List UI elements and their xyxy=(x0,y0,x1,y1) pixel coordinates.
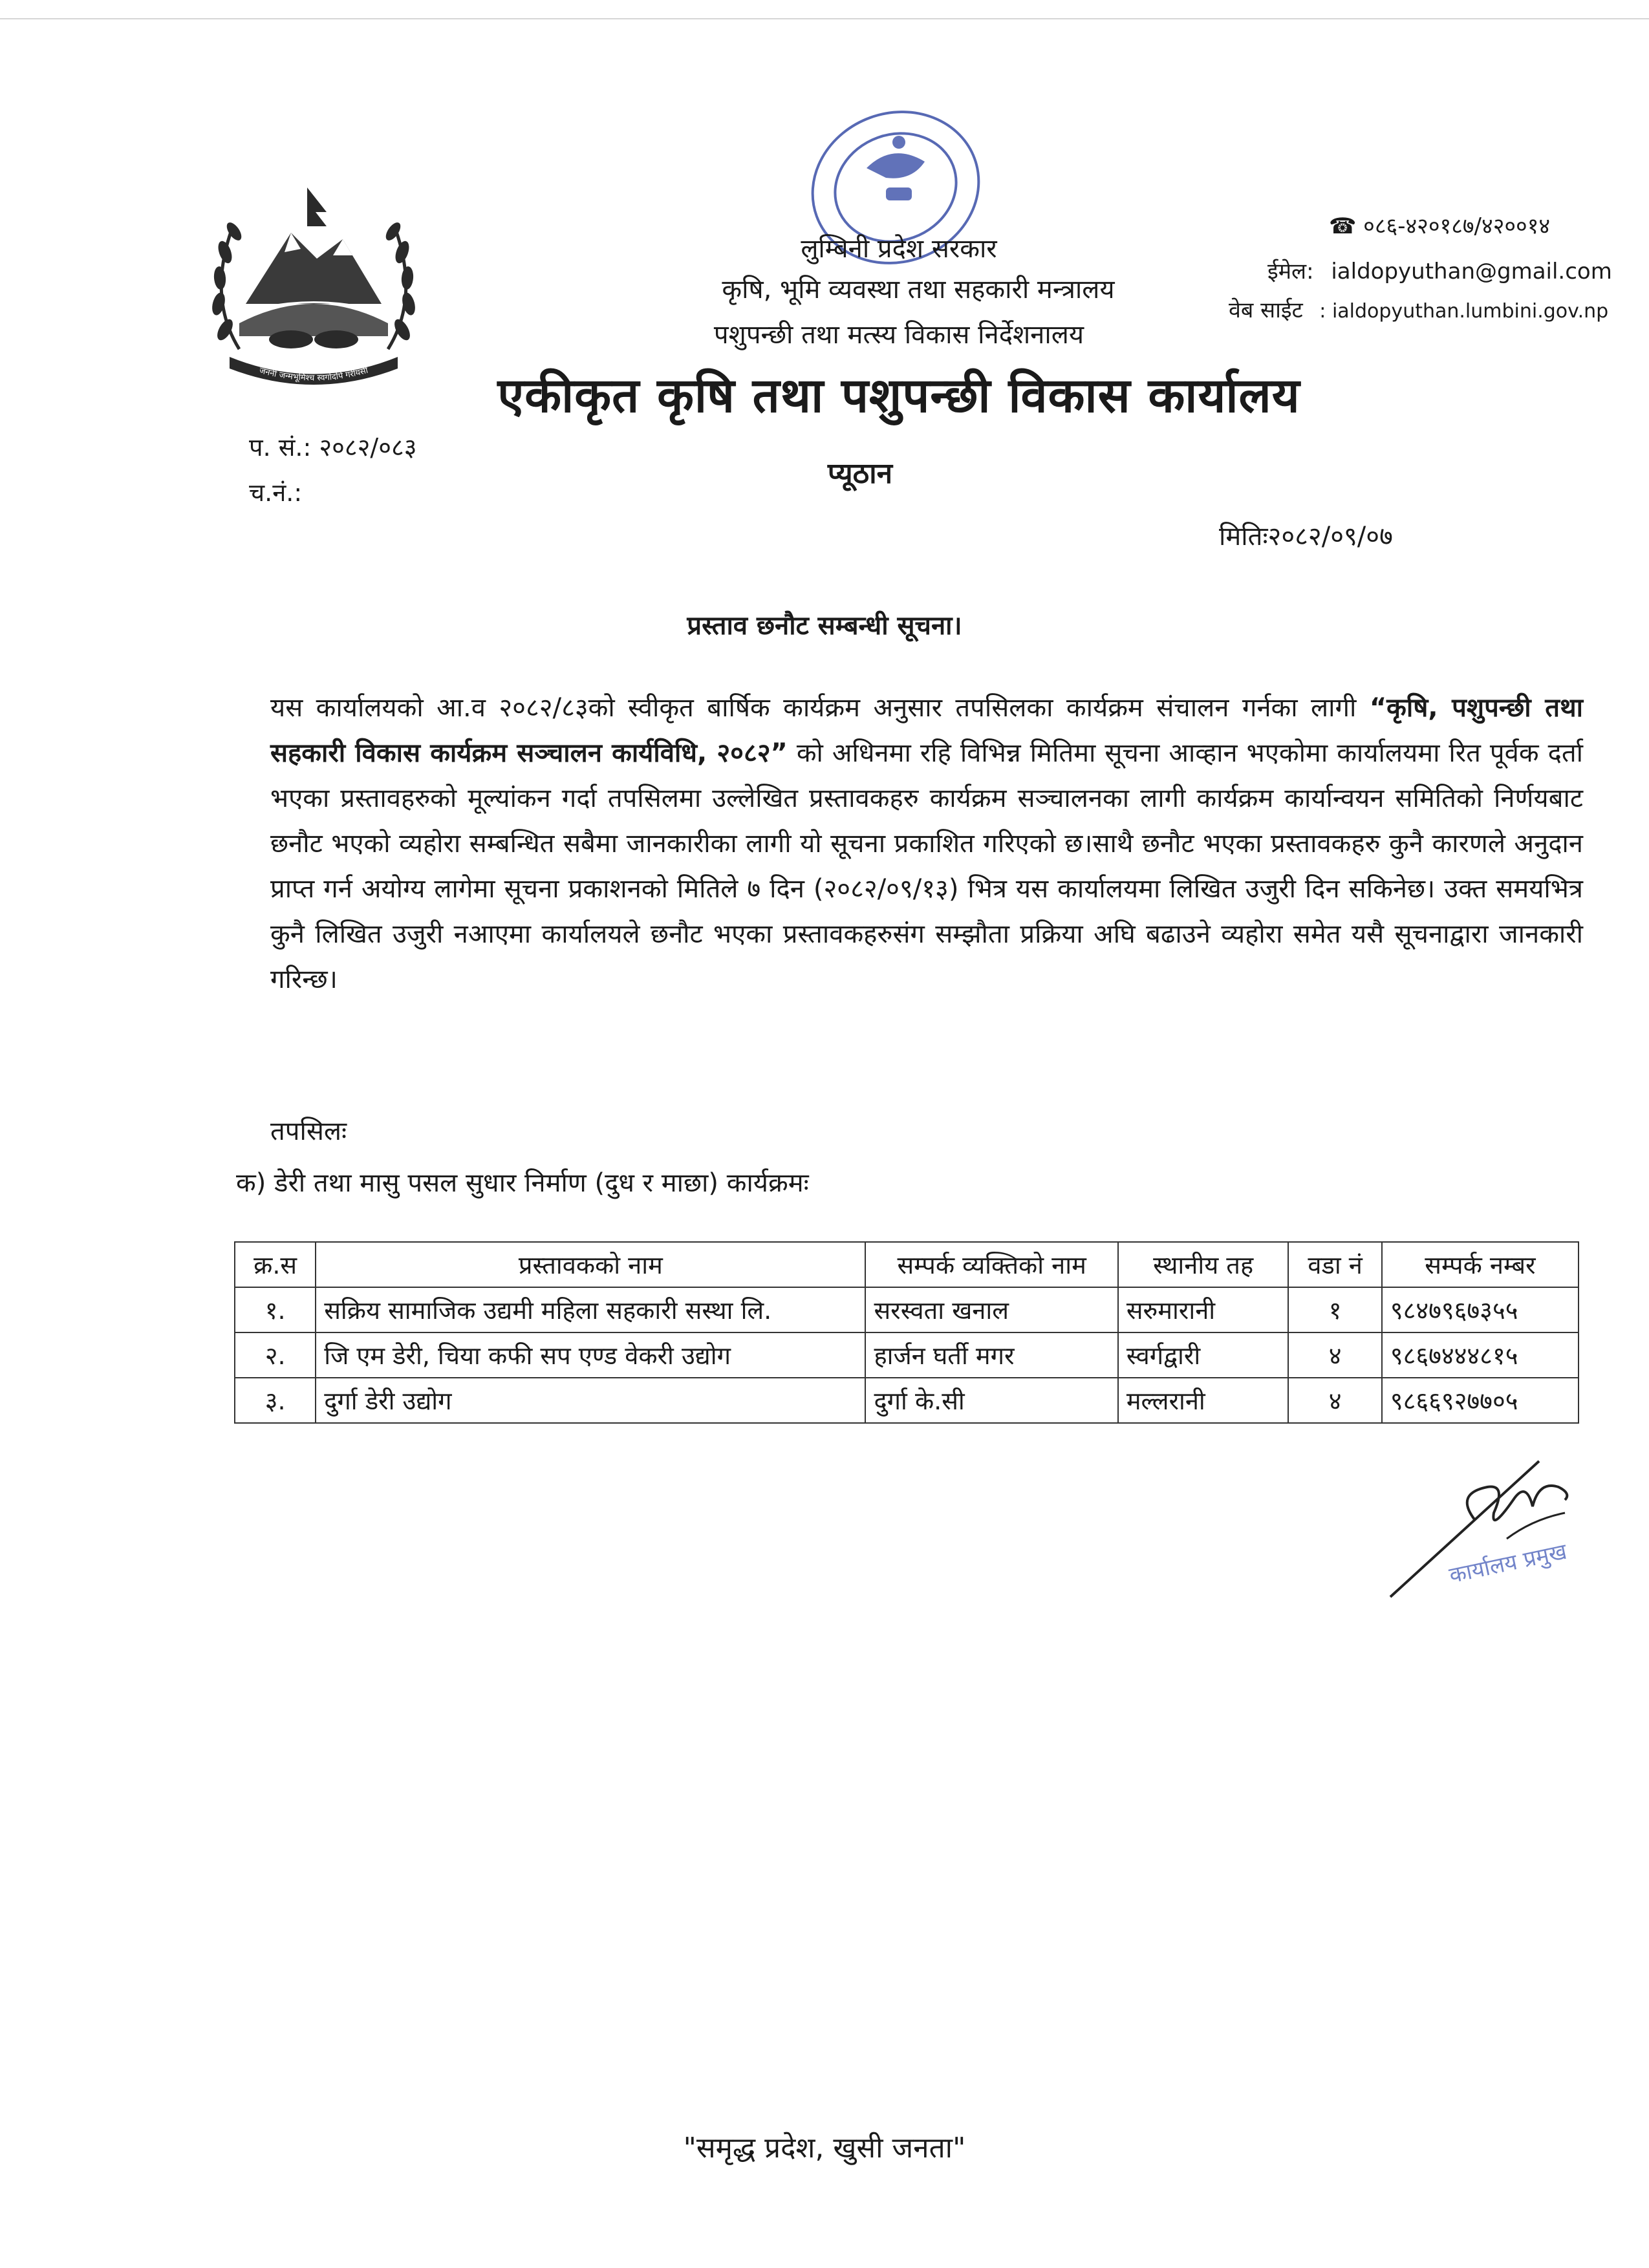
header-contact-person: सम्पर्क व्यक्तिको नाम xyxy=(865,1242,1117,1287)
table-row xyxy=(235,1287,1579,1332)
contact-phone xyxy=(1329,210,1550,240)
cell-contact-person: हार्जन घर्ती मगर xyxy=(865,1332,1117,1378)
office-chief-stamp: कार्यालय प्रमुख xyxy=(1447,1538,1569,1589)
notice-date: मितिः२०८२/०९/०७ xyxy=(1219,522,1393,551)
body-part1: यस कार्यालयको आ.व २०८२/८३को स्वीकृत बार्षिक कार्यक्रम अनुसार तपसिलका कार्यक्रम संचालन गर्नका लागी xyxy=(270,693,1370,723)
cell-contact-number: ९८६७४४४८१५ xyxy=(1382,1332,1579,1378)
cell-local-level: मल्लरानी xyxy=(1118,1378,1289,1423)
notice-body xyxy=(270,685,1583,1002)
header-local-level: स्थानीय तह xyxy=(1118,1242,1289,1287)
cell-ward: १ xyxy=(1288,1287,1381,1332)
reference-chn: च.नं.: xyxy=(249,478,303,507)
phone-number: ०८६-४२०१८७/४२००१४ xyxy=(1363,213,1551,239)
cell-local-level: स्वर्गद्वारी xyxy=(1118,1332,1289,1378)
cell-contact-person: दुर्गा के.सी xyxy=(865,1378,1117,1423)
contact-website xyxy=(1229,294,1608,324)
reference-ps: प. सं.: २०८२/०८३ xyxy=(249,433,417,462)
nepal-emblem-icon xyxy=(194,175,433,394)
cell-local-level: सरुमारानी xyxy=(1118,1287,1289,1332)
cell-contact-number: ९८४७९६७३५५ xyxy=(1382,1287,1579,1332)
section-title: क) डेरी तथा मासु पसल सुधार निर्माण (दुध र माछा) कार्यक्रमः xyxy=(236,1168,809,1198)
cell-proposer: सक्रिय सामाजिक उद्यमी महिला सहकारी सस्था लि. xyxy=(316,1287,865,1332)
header-proposer: प्रस्तावकको नाम xyxy=(316,1242,865,1287)
cell-proposer: दुर्गा डेरी उद्योग xyxy=(316,1378,865,1423)
table-row xyxy=(235,1378,1579,1423)
header-sn: क्र.स xyxy=(235,1242,316,1287)
contact-email xyxy=(1267,255,1612,285)
cell-ward: ४ xyxy=(1288,1378,1381,1423)
web-address[interactable]: : ialdopyuthan.lumbini.gov.np xyxy=(1319,300,1609,323)
email-address[interactable]: ialdopyuthan@gmail.com xyxy=(1331,259,1612,284)
directorate-name: पशुपन्छी तथा मत्स्य विकास निर्देशनालय xyxy=(713,320,1084,350)
table-header-row xyxy=(235,1242,1579,1287)
province-name: लुम्बिनी प्रदेश सरकार xyxy=(801,234,997,264)
page-top-rule xyxy=(0,18,1649,19)
office-place: प्यूठान xyxy=(827,457,893,490)
signature-icon xyxy=(1377,1442,1610,1610)
header-contact-number: सम्पर्क नम्बर xyxy=(1382,1242,1579,1287)
emblem-motto: जननी जन्मभूमिश्च स्वर्गादपि गरीयसी xyxy=(258,365,369,383)
cell-contact-person: सरस्वता खनाल xyxy=(865,1287,1117,1332)
table-row xyxy=(235,1332,1579,1378)
cell-proposer: जि एम डेरी, चिया कफी सप एण्ड वेकरी उद्योग xyxy=(316,1332,865,1378)
ministry-name: कृषि, भूमि व्यवस्था तथा सहकारी मन्त्रालय xyxy=(722,275,1115,305)
cell-ward: ४ xyxy=(1288,1332,1381,1378)
web-label: वेब साईट xyxy=(1229,297,1303,323)
email-label: ईमेल: xyxy=(1267,259,1314,284)
notice-subject: प्रस्ताव छनौट सम्बन्धी सूचना। xyxy=(687,611,962,641)
cell-contact-number: ९८६६९२७७०५ xyxy=(1382,1378,1579,1423)
footer-slogan: "समृद्ध प्रदेश, खुसी जनता" xyxy=(683,2132,966,2165)
cell-sn: ३. xyxy=(235,1378,316,1423)
phone-icon: ☎ xyxy=(1329,213,1357,239)
cell-sn: १. xyxy=(235,1287,316,1332)
header-ward: वडा नं xyxy=(1288,1242,1381,1287)
procedure-title: “कृषि, पशुपन्छी तथा सहकारी विकास कार्यक्रम सञ्चालन कार्यविधि, २०८२” xyxy=(270,693,1583,768)
details-label: तपसिलः xyxy=(270,1117,347,1146)
selected-proposers-table xyxy=(234,1241,1579,1424)
body-part2: को अधिनमा रहि विभिन्न मितिमा सूचना आव्हान भएकोमा कार्यालयमा रित पूर्वक दर्ता भएका प्रस्तावहरुको मूल्यांकन गर्दा तपसिलमा उल्लेखित प्रस्तावकहरु कार्यक्रम सञ्चालनका लागी कार्यक्रम कार्यान्वयन समितिको निर्णयबाट छनौट भएको व्यहोरा सम्बन्धित सबैमा जानकारीका लागी यो सूचना प्रकाशित गरिएको छ।साथै छनौट भएका प्रस्तावकहरु कुनै कारणले अनुदान प्राप्त गर्न अयोग्य लागेमा सूचना प्रकाशनको मितिले ७ दिन (२०८२/०९/१३) भित्र यस कार्यालयमा लिखित उजुरी दिन सकिनेछ। उक्त समयभित्र कुनै लिखित उजुरी नआएमा कार्यालयले छनौट भएका प्रस्तावकहरुसंग सम्झौता प्रक्रिया अघि बढाउने व्यहोरा समेत यसै सूचनाद्वारा जानकारी गरिन्छ। xyxy=(270,738,1583,994)
office-name: एकीकृत कृषि तथा पशुपन्छी विकास कार्यालय xyxy=(497,368,1300,423)
cell-sn: २. xyxy=(235,1332,316,1378)
